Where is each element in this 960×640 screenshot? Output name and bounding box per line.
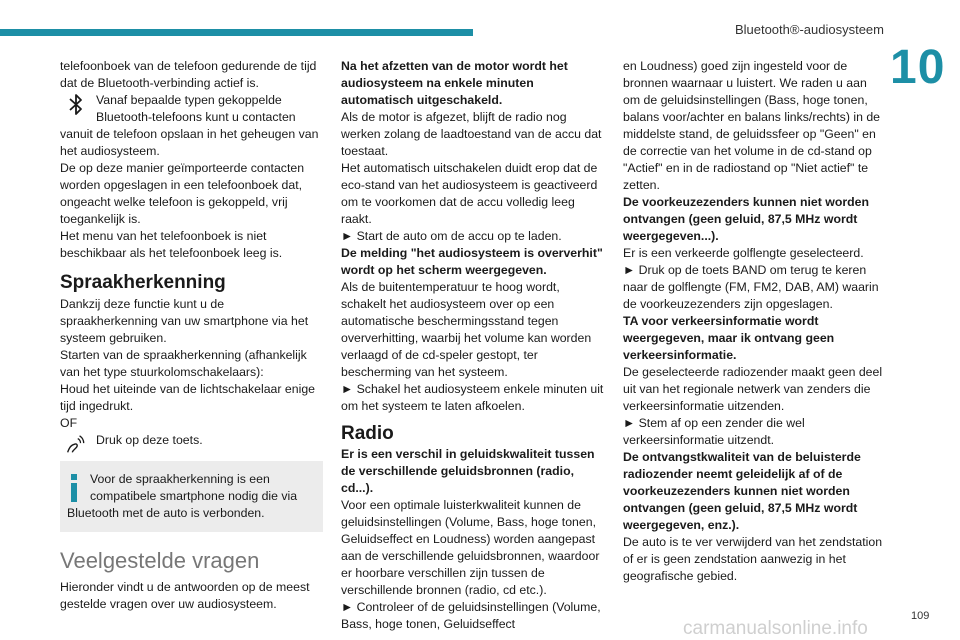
paragraph: Houd het uiteinde van de lichtschakelaar enige tijd ingedrukt. <box>60 382 315 413</box>
heading-spraakherkenning: Spraakherkenning <box>60 272 226 293</box>
column-right <box>623 58 883 585</box>
bluetooth-note-line2: Bluetooth-telefoons kunt u contacten <box>96 110 296 124</box>
faq-action: ► Druk op de toets BAND om terug te keren naar de golflengte (FM, FM2, DAB, AM) waarin de voorkeuzezenders zijn opgeslagen. <box>623 263 879 311</box>
info-line1: Voor de spraakherkenning is een <box>90 472 270 486</box>
faq-answer: De auto is te ver verwijderd van het zendstation of er is geen zendstation aanwezig in het geografische gebied. <box>623 535 883 583</box>
heading-veelgestelde-vragen: Veelgestelde vragen <box>60 548 260 573</box>
voice-note-text: Druk op deze toets. <box>96 433 203 447</box>
faq-answer: Als de motor is afgezet, blijft de radio nog werken zolang de laadtoestand van de accu dat toestaat. <box>341 110 602 158</box>
bluetooth-icon <box>66 92 86 118</box>
faq-question: De melding "het audiosysteem is oververhit" wordt op het scherm weergegeven. <box>341 246 603 277</box>
faq-question: TA voor verkeersinformatie wordt weergegeven, maar ik ontvang geen verkeersinformatie. <box>623 314 835 362</box>
heading-radio: Radio <box>341 423 394 444</box>
section-title: Bluetooth®-audiosysteem <box>734 22 884 37</box>
faq-question: De voorkeuzezenders kunnen niet worden ontvangen (geen geluid, 87,5 MHz wordt weergegeven...). <box>623 195 869 243</box>
faq-action: ► Stem af op een zender die wel verkeersinformatie uitzendt. <box>623 416 805 447</box>
column-left <box>60 58 323 613</box>
faq-question: De ontvangstkwaliteit van de beluisterde radiozender neemt geleidelijk af of de voorkeuzezenders kunnen niet worden ontvangen (geen geluid, 87,5 MHz wordt weergegeven, enz.). <box>623 450 861 532</box>
faq-answer: Er is een verkeerde golflengte geselecteerd. <box>623 246 864 260</box>
paragraph: Dankzij deze functie kunt u de spraakherkenning van uw smartphone via het systeem gebruiken. <box>60 297 309 345</box>
faq-action: ► Controleer of de geluidsinstellingen (Volume, Bass, hoge tonen, Geluidseffect <box>341 600 601 631</box>
faq-answer: Het automatisch uitschakelen duidt erop dat de eco-stand van het audiosysteem is geactiveerd om te voorkomen dat de accu volledig leeg raakt. <box>341 161 598 226</box>
faq-answer: Voor een optimale luisterkwaliteit kunnen de geluidsinstellingen (Volume, Bass, hoge tonen, Geluidseffect en Loudness) worden aangepast aan de verschillende geluidsbronnen, waardoor er hoorbare verschillen zijn tussen de verschillende bronnen (radio, cd etc.). <box>341 498 600 597</box>
faq-answer: De geselecteerde radiozender maakt geen deel uit van het regionale netwerk van zenders die verkeersinformatie uitzenden. <box>623 365 883 413</box>
watermark: carmanualsonline.info <box>683 618 868 639</box>
faq-answer: en Loudness) goed zijn ingesteld voor de bronnen waarnaar u luistert. We raden u aan om de geluidsinstellingen (Bass, hoge tonen, balans voor/achter en balans links/rechts) in de middelste stand, de geluidssfeer op "Geen" en de correctie van het volume in de cd-stand op "Actief" en in de radiostand op "Niet actief" te zetten. <box>623 59 881 192</box>
info-box <box>60 461 323 532</box>
faq-answer: Als de buitentemperatuur te hoog wordt, schakelt het audiosysteem over op een automatische beschermingsstand tegen oververhitting, waarbij het volume kan worden verlaagd of de cd-speler gestopt, ter bescherming van het systeem. <box>341 280 592 379</box>
paragraph: De op deze manier geïmporteerde contacten worden opgeslagen in een telefoonboek dat, ongeacht welke telefoon is gekoppeld, vrij toegankelijk is. <box>60 161 305 226</box>
column-middle <box>341 58 607 633</box>
header-accent-bar <box>0 29 473 36</box>
faq-action: ► Start de auto om de accu op te laden. <box>341 229 562 243</box>
bluetooth-note <box>60 92 323 126</box>
bluetooth-note-line1: Vanaf bepaalde typen gekoppelde <box>96 93 282 107</box>
page-number: 109 <box>911 610 930 622</box>
info-icon <box>69 474 79 502</box>
info-line3: Bluetooth met de auto is verbonden. <box>67 506 265 520</box>
faq-question: Na het afzetten van de motor wordt het audiosysteem na enkele minuten automatisch uitgeschakeld. <box>341 59 568 107</box>
paragraph: OF <box>60 416 78 430</box>
paragraph: Het menu van het telefoonboek is niet beschikbaar als het telefoonboek leeg is. <box>60 229 283 260</box>
paragraph: Hieronder vindt u de antwoorden op de meest gestelde vragen over uw audiosysteem. <box>60 580 310 611</box>
paragraph: vanuit de telefoon opslaan in het geheugen van het audiosysteem. <box>60 127 319 158</box>
paragraph: Starten van de spraakherkenning (afhankelijk van het type stuurkolomschakelaars): <box>60 348 307 379</box>
faq-question: Er is een verschil in geluidskwaliteit tussen de verschillende geluidsbronnen (radio, cd...). <box>341 447 595 495</box>
chapter-number: 10 <box>890 41 946 94</box>
voice-command-icon <box>64 434 86 456</box>
paragraph: telefoonboek van de telefoon gedurende de tijd dat de Bluetooth-verbinding actief is. <box>60 59 317 90</box>
voice-note <box>60 432 323 449</box>
info-line2: compatibele smartphone nodig die via <box>90 489 298 503</box>
faq-action: ► Schakel het audiosysteem enkele minuten uit om het systeem te laten afkoelen. <box>341 382 604 413</box>
